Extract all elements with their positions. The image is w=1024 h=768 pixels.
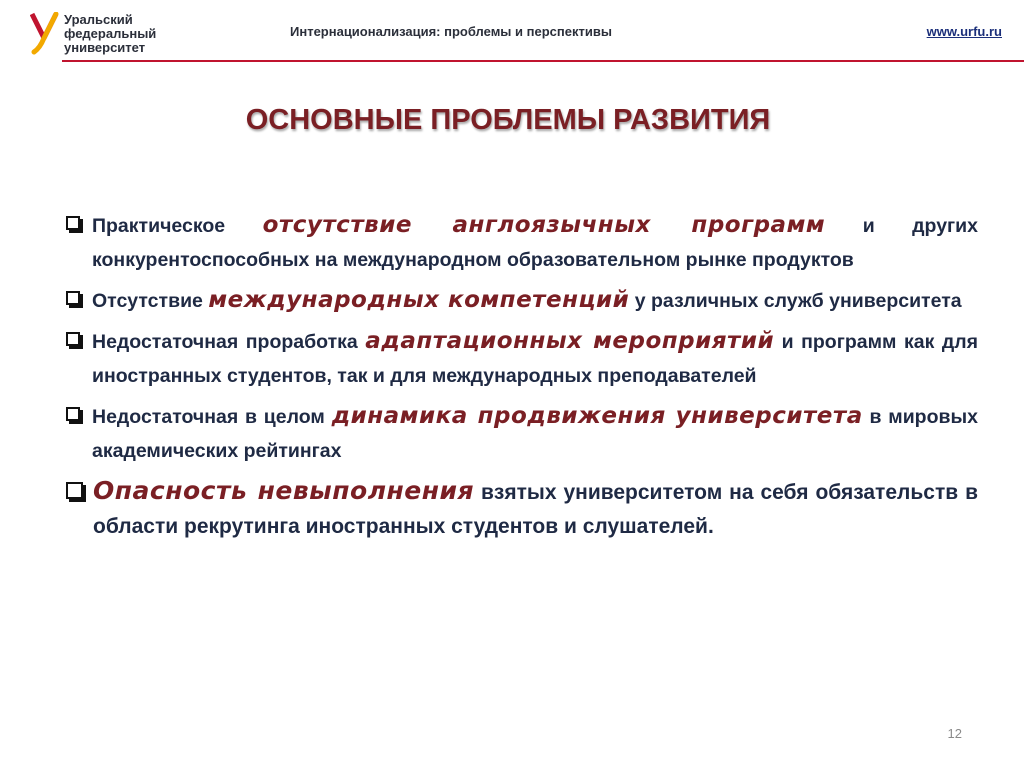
list-item-post: в мировых академических рейтингах <box>92 406 978 462</box>
list-item <box>66 208 978 277</box>
list-item-pre: Недостаточная проработка <box>92 331 366 353</box>
header-title: Интернационализация: проблемы и перспективы <box>290 24 612 39</box>
list-item-text <box>92 283 978 318</box>
logo-text <box>64 13 156 55</box>
list-item-text <box>93 474 978 544</box>
list-item <box>66 324 978 393</box>
checkbox-bullet-icon <box>66 332 80 346</box>
list-item-emphasis: отсутствие англоязычных программ <box>262 212 826 238</box>
list-item-pre: Недостаточная в целом <box>92 406 332 428</box>
list-item-emphasis: международных компетенций <box>208 287 630 313</box>
checkbox-bullet-icon <box>66 407 80 421</box>
logo-line-3: университет <box>64 40 146 55</box>
checkbox-bullet-icon <box>66 291 80 305</box>
list-item <box>66 399 978 468</box>
list-item-pre: Отсутствие <box>92 290 209 312</box>
list-item-pre: Практическое <box>92 215 263 237</box>
problem-list <box>66 208 978 550</box>
list-item-post: у различных служб университета <box>629 290 962 312</box>
checkbox-bullet-icon <box>66 216 80 230</box>
list-item-emphasis: Опасность невыполнения <box>93 476 475 505</box>
list-item-text <box>92 208 978 277</box>
list-item <box>66 474 978 544</box>
list-item-text <box>92 399 978 468</box>
list-item <box>66 283 978 318</box>
slide-title: ОСНОВНЫЕ ПРОБЛЕМЫ РАЗВИТИЯ <box>245 104 771 136</box>
list-item-post: и других конкурентоспособных на международном образовательном рынке продуктов <box>92 215 979 271</box>
list-item-emphasis: адаптационных мероприятий <box>365 328 775 354</box>
list-item-post: и программ как для иностранных студентов, так и для международных преподавателей <box>92 331 978 387</box>
website-link[interactable]: www.urfu.ru <box>926 24 1002 39</box>
header-divider <box>62 60 1024 62</box>
list-item-emphasis: динамика продвижения университета <box>331 403 863 429</box>
logo-line-2: федеральный <box>64 26 157 41</box>
list-item-post: взятых университетом на себя обязательств в области рекрутинга иностранных студентов и слушателей. <box>93 481 978 538</box>
list-item-text <box>92 324 978 393</box>
logo-line-1: Уральский <box>64 12 133 27</box>
urfu-logo-icon <box>30 12 60 56</box>
checkbox-bullet-icon <box>66 482 83 499</box>
page-number: 12 <box>947 726 962 741</box>
urfu-logo <box>30 12 180 56</box>
